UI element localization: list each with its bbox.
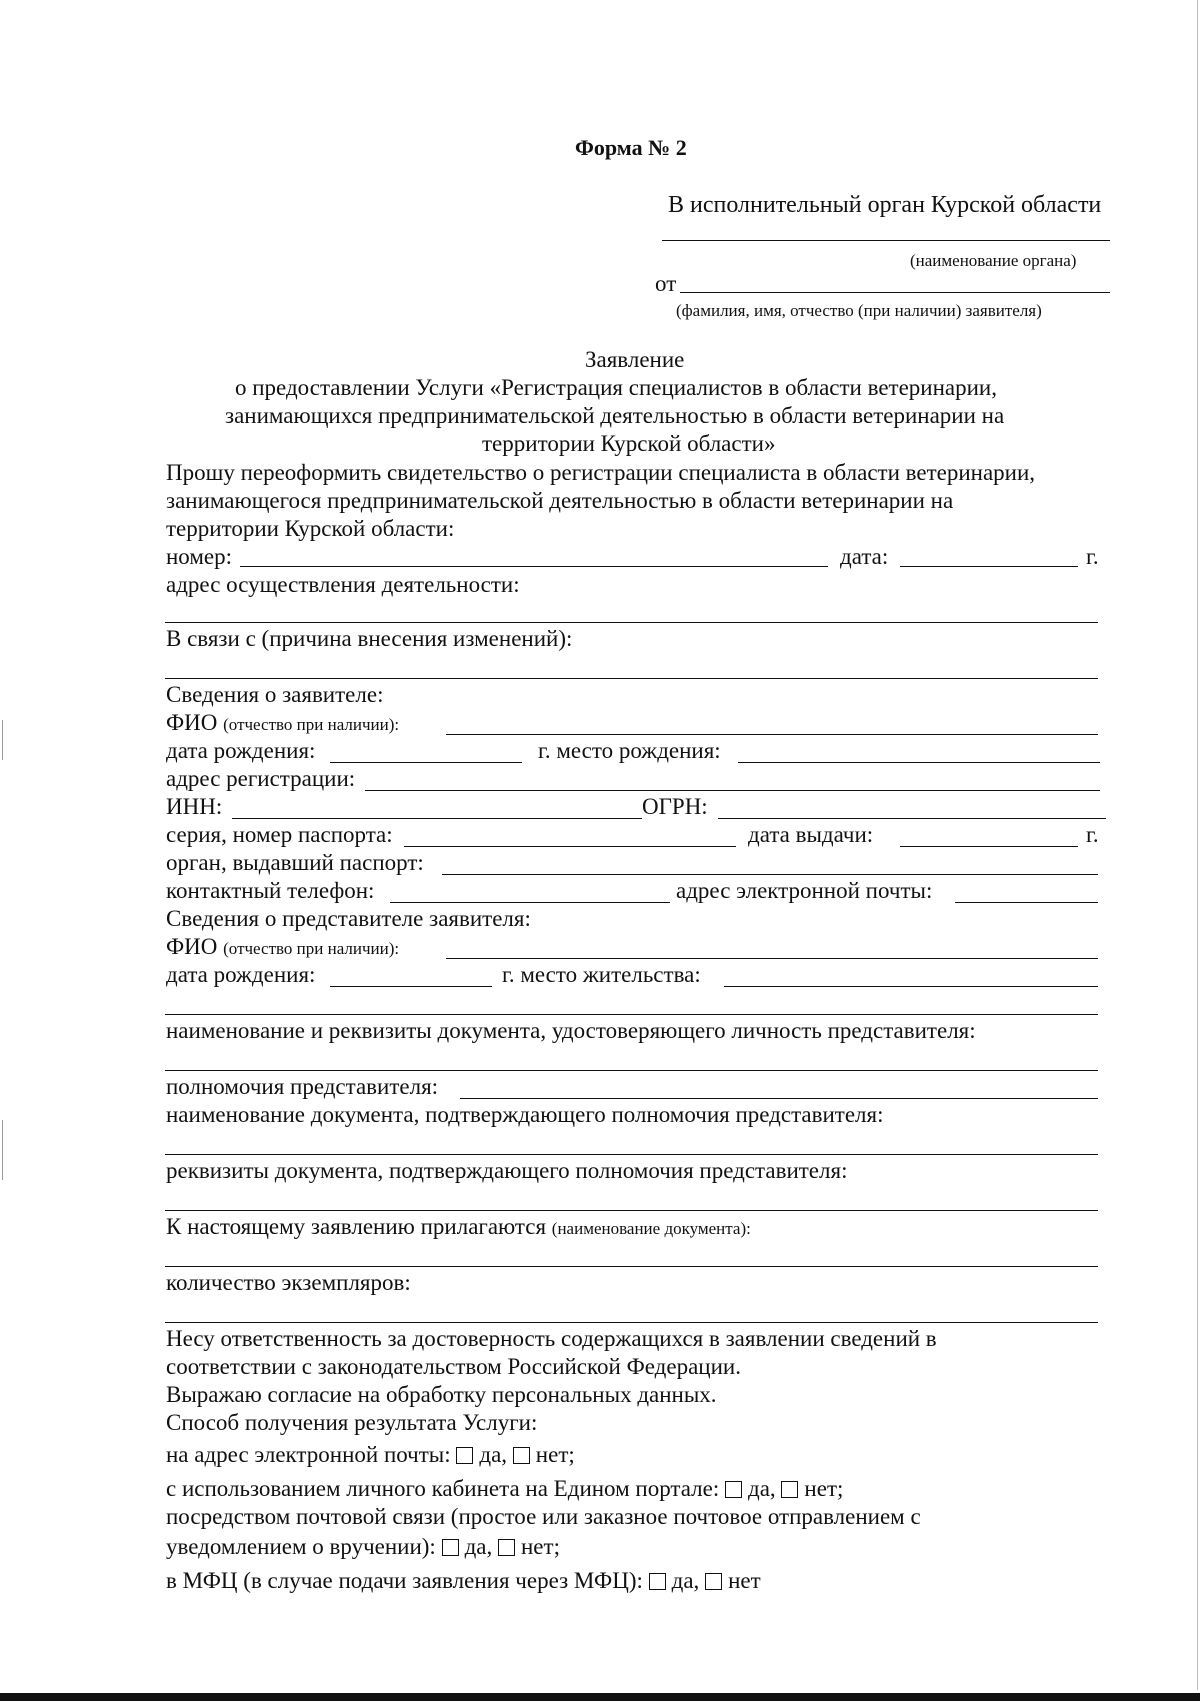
- representative-fio-field[interactable]: [446, 958, 1098, 959]
- applicant-fio-note: (отчество при наличии):: [223, 715, 400, 734]
- representative-powers-label: полномочия представителя:: [166, 1074, 439, 1099]
- applicant-issue-date-label: дата выдачи:: [748, 822, 874, 847]
- copies-label: количество экземпляров:: [166, 1270, 411, 1295]
- applicant-issuer-label: орган, выдавший паспорт:: [166, 850, 424, 875]
- applicant-birth-place-label: г. место рождения:: [538, 738, 721, 763]
- delivery-post-row: [166, 1534, 560, 1560]
- request-line-1: Прошу переоформить свидетельство о регистрации специалиста в области ветеринарии,: [166, 460, 1036, 485]
- liability-line-2: соответствии с законодательством Российской Федерации.: [166, 1354, 741, 1379]
- representative-powers-doc-details-field[interactable]: [165, 1210, 1098, 1211]
- delivery-portal-row: [166, 1476, 843, 1502]
- delivery-mfc-label: в МФЦ (в случае подачи заявления через МФЦ):: [166, 1568, 643, 1593]
- scan-left-mark-2: [2, 1120, 3, 1180]
- delivery-email-yes-label: да,: [479, 1442, 508, 1467]
- delivery-post-label: уведомлением о вручении):: [166, 1534, 436, 1559]
- delivery-email-yes-checkbox[interactable]: [456, 1447, 473, 1464]
- delivery-email-row: [166, 1442, 575, 1468]
- delivery-post-no-label: нет;: [521, 1534, 560, 1559]
- delivery-post-yes-checkbox[interactable]: [442, 1539, 459, 1556]
- applicant-birth-date-label: дата рождения:: [166, 738, 316, 763]
- delivery-mfc-no-checkbox[interactable]: [705, 1573, 722, 1590]
- scan-right-edge: [1197, 0, 1198, 1690]
- addressee-line: В исполнительный орган Курской области: [668, 192, 1102, 218]
- delivery-email-no-label: нет;: [535, 1442, 575, 1467]
- applicant-phone-field[interactable]: [390, 902, 670, 903]
- applicant-email-label: адрес электронной почты:: [676, 878, 933, 903]
- applicant-heading: Сведения о заявителе:: [166, 682, 384, 707]
- representative-residence-field-2[interactable]: [165, 1014, 1098, 1015]
- method-heading: Способ получения результата Услуги:: [166, 1410, 538, 1435]
- delivery-mfc-yes-checkbox[interactable]: [649, 1573, 666, 1590]
- applicant-email-field[interactable]: [955, 902, 1098, 903]
- applicant-phone-label: контактный телефон:: [166, 878, 375, 903]
- delivery-email-no-checkbox[interactable]: [513, 1447, 530, 1464]
- delivery-mfc-yes-label: да,: [671, 1568, 700, 1593]
- representative-fio-text: ФИО: [166, 934, 218, 959]
- delivery-email-label: на адрес электронной почты:: [166, 1442, 451, 1467]
- delivery-mfc-row: [166, 1568, 761, 1594]
- delivery-portal-label: с использованием личного кабинета на Едином портале:: [166, 1476, 720, 1501]
- liability-line-1: Несу ответственность за достоверность содержащихся в заявлении сведений в: [166, 1326, 937, 1351]
- applicant-issuer-field[interactable]: [442, 874, 1098, 875]
- delivery-mfc-no-label: нет: [728, 1568, 761, 1593]
- applicant-name-field[interactable]: [680, 292, 1110, 293]
- representative-birth-date-label: дата рождения:: [166, 962, 316, 987]
- applicant-inn-label: ИНН:: [166, 794, 223, 819]
- statement-subtitle-2: занимающихся предпринимательской деятельностью в области ветеринарии на: [225, 403, 1005, 428]
- scan-left-mark-1: [2, 720, 3, 760]
- year-suffix: г.: [1086, 544, 1099, 569]
- representative-fio-note: (отчество при наличии):: [223, 939, 400, 958]
- representative-powers-doc-details-label: реквизиты документа, подтверждающего полномочия представителя:: [166, 1158, 848, 1183]
- applicant-inn-field[interactable]: [232, 818, 642, 819]
- attachments-label: [166, 1214, 751, 1242]
- delivery-portal-no-label: нет;: [804, 1476, 844, 1501]
- delivery-portal-yes-checkbox[interactable]: [725, 1481, 742, 1498]
- certificate-number-field[interactable]: [240, 566, 828, 567]
- applicant-issue-year-suffix: г.: [1086, 822, 1099, 847]
- reason-label: В связи с (причина внесения изменений):: [166, 626, 573, 651]
- applicant-passport-field[interactable]: [404, 846, 736, 847]
- delivery-post-line-1: посредством почтовой связи (простое или заказное почтовое отправлением с: [166, 1504, 921, 1529]
- representative-birth-date-field[interactable]: [330, 986, 492, 987]
- representative-powers-doc-name-label: наименование документа, подтверждающего полномочия представителя:: [166, 1102, 884, 1127]
- from-label: от: [655, 271, 677, 296]
- delivery-portal-yes-label: да,: [748, 1476, 776, 1501]
- applicant-fio-text: ФИО: [166, 710, 218, 735]
- delivery-post-yes-label: да,: [464, 1534, 493, 1559]
- applicant-caption: (фамилия, имя, отчество (при наличии) заявителя): [676, 301, 1042, 320]
- representative-id-doc-label: наименование и реквизиты документа, удостоверяющего личность представителя:: [166, 1018, 976, 1043]
- applicant-fio-field[interactable]: [446, 734, 1098, 735]
- delivery-post-no-checkbox[interactable]: [498, 1539, 515, 1556]
- scan-bottom-edge: [0, 1693, 1200, 1701]
- representative-heading: Сведения о представителе заявителя:: [166, 906, 531, 931]
- applicant-issue-date-field[interactable]: [900, 846, 1078, 847]
- attachments-field[interactable]: [165, 1266, 1098, 1267]
- organ-name-field[interactable]: [662, 240, 1110, 241]
- attachments-note: (наименование документа):: [551, 1219, 751, 1238]
- applicant-ogrn-label: ОГРН:: [642, 794, 708, 819]
- applicant-birth-date-field[interactable]: [330, 762, 522, 763]
- reason-field[interactable]: [165, 678, 1098, 679]
- copies-field[interactable]: [165, 1322, 1098, 1323]
- delivery-portal-no-checkbox[interactable]: [781, 1481, 798, 1498]
- certificate-date-field[interactable]: [900, 566, 1078, 567]
- form-title: Форма № 2: [575, 135, 687, 160]
- representative-residence-field[interactable]: [724, 986, 1098, 987]
- applicant-ogrn-field[interactable]: [718, 818, 1106, 819]
- organ-caption: (наименование органа): [910, 251, 1077, 270]
- number-label: номер:: [166, 544, 233, 569]
- applicant-reg-address-label: адрес регистрации:: [166, 766, 356, 791]
- statement-title: Заявление: [585, 347, 685, 372]
- representative-powers-field[interactable]: [460, 1098, 1098, 1099]
- applicant-fio-label: [166, 710, 399, 738]
- applicant-reg-address-field[interactable]: [365, 790, 1100, 791]
- statement-subtitle-3: территории Курской области»: [482, 431, 776, 456]
- representative-fio-label: [166, 934, 399, 962]
- attachments-text: К настоящему заявлению прилагаются: [166, 1214, 547, 1239]
- representative-residence-label: г. место жительства:: [502, 962, 701, 987]
- applicant-birth-place-field[interactable]: [738, 762, 1100, 763]
- activity-address-label: адрес осуществления деятельности:: [166, 572, 520, 597]
- request-line-3: территории Курской области:: [166, 516, 455, 541]
- consent-text: Выражаю согласие на обработку персональных данных.: [166, 1382, 717, 1407]
- activity-address-field[interactable]: [165, 622, 1098, 623]
- date-label: дата:: [840, 544, 889, 569]
- applicant-passport-label: серия, номер паспорта:: [166, 822, 393, 847]
- representative-id-doc-field[interactable]: [165, 1070, 1098, 1071]
- representative-powers-doc-name-field[interactable]: [165, 1154, 1098, 1155]
- statement-subtitle-1: о предоставлении Услуги «Регистрация специалистов в области ветеринарии,: [235, 375, 997, 400]
- request-line-2: занимающегося предпринимательской деятельностью в области ветеринарии на: [166, 488, 954, 513]
